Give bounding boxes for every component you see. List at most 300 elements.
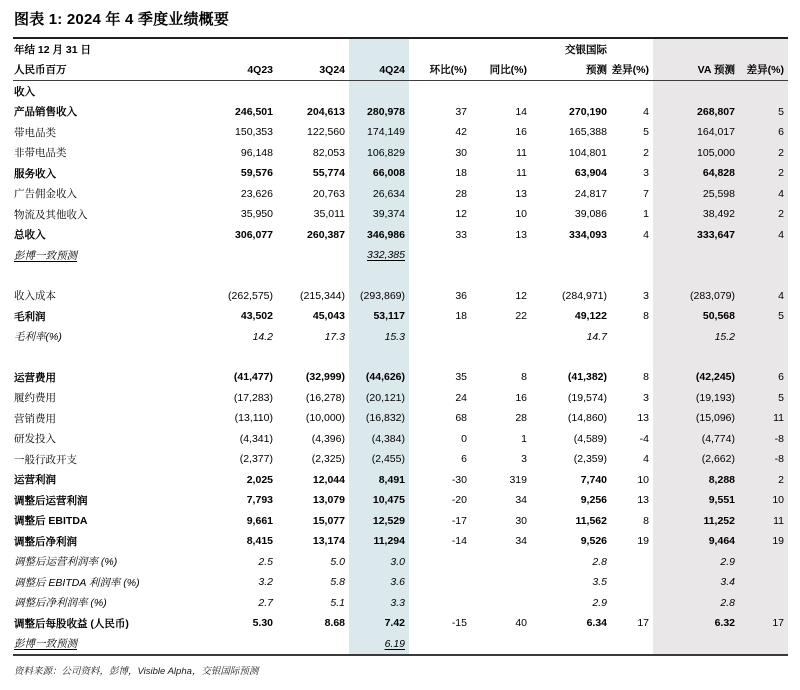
- cell-yoy_pct: 13: [515, 187, 527, 200]
- cell-va_forecast: 8,288: [653, 470, 739, 491]
- cell-diff_pct_va: -8: [739, 449, 788, 470]
- row-label: [13, 347, 199, 367]
- cell-diff_pct_bocom: 5: [643, 126, 649, 139]
- row-label: 毛利润: [14, 310, 46, 323]
- cell-va_forecast: (42,245): [653, 367, 739, 388]
- cell-diff_pct_va: 4: [739, 225, 788, 246]
- cell-va_forecast: 164,017: [653, 122, 739, 143]
- cell-bocom_forecast: 49,122: [574, 310, 607, 323]
- cell-q4_23: 9,661: [246, 514, 273, 527]
- cell-q3_24: [277, 245, 349, 266]
- cell-q4_24: (4,384): [349, 429, 409, 450]
- cell-qoq_pct: [409, 552, 471, 573]
- cell-q4_23: 59,576: [240, 167, 273, 180]
- cell-q4_23: 43,502: [240, 310, 273, 323]
- cell-bocom_forecast: 11,562: [575, 514, 607, 527]
- header-col-va-forecast: VA 预测: [653, 60, 739, 81]
- cell-q4_24: 26,634: [349, 184, 409, 205]
- cell-qoq_pct: 12: [455, 208, 467, 221]
- cell-diff_pct_va: 2: [739, 163, 788, 184]
- table-row: [13, 449, 788, 470]
- table-row: [13, 225, 788, 246]
- cell-qoq_pct: [409, 327, 471, 348]
- cell-yoy_pct: 34: [515, 494, 527, 507]
- cell-q3_24: (2,325): [311, 453, 345, 466]
- row-label: 运营利润: [14, 474, 56, 487]
- cell-diff_pct_bocom: 8: [643, 310, 649, 323]
- cell-qoq_pct: 36: [455, 289, 467, 302]
- cell-va_forecast: 15.2: [653, 327, 739, 348]
- cell-bocom_forecast: [531, 245, 611, 266]
- cell-diff_pct_bocom: [611, 634, 653, 656]
- cell-diff_pct_bocom: [611, 81, 653, 102]
- cell-qoq_pct: 33: [455, 228, 467, 241]
- cell-bocom_forecast: 3.5: [592, 576, 607, 589]
- cell-yoy_pct: 3: [521, 453, 527, 466]
- cell-qoq_pct: [409, 266, 471, 286]
- table-row: [13, 347, 788, 367]
- row-label: 调整后 EBITDA 利润率 (%): [14, 576, 140, 589]
- table-row: [13, 306, 788, 327]
- cell-q3_24: (32,999): [305, 371, 345, 384]
- cell-bocom_forecast: 2.8: [592, 555, 607, 568]
- cell-q3_24: 13,174: [312, 535, 345, 548]
- cell-diff_pct_va: 2: [739, 204, 788, 225]
- header-year-end: 年结 12 月 31 日: [14, 43, 92, 56]
- table-row: [13, 490, 788, 511]
- cell-yoy_pct: [471, 572, 531, 593]
- cell-q4_24: (16,832): [349, 408, 409, 429]
- cell-q4_24: 10,475: [349, 490, 409, 511]
- row-label: 调整后运营利润率 (%): [14, 556, 118, 569]
- cell-yoy_pct: 34: [515, 535, 527, 548]
- cell-q4_23: (17,283): [233, 391, 273, 404]
- cell-diff_pct_va: [739, 81, 788, 102]
- row-label: 带电品类: [14, 126, 56, 139]
- cell-diff_pct_bocom: [611, 347, 653, 367]
- cell-yoy_pct: 28: [515, 412, 527, 425]
- cell-va_forecast: [653, 347, 739, 367]
- cell-yoy_pct: [471, 266, 531, 286]
- cell-qoq_pct: 37: [455, 105, 467, 118]
- cell-q4_23: 5.30: [252, 617, 273, 630]
- cell-q3_24: 13,079: [312, 494, 345, 507]
- table-row: [13, 408, 788, 429]
- cell-qoq_pct: [409, 347, 471, 367]
- header-spacer: [653, 38, 739, 60]
- cell-q4_23: 96,148: [240, 146, 273, 159]
- cell-va_forecast: 64,828: [653, 163, 739, 184]
- cell-diff_pct_va: 6: [739, 122, 788, 143]
- header-spacer: [471, 38, 531, 60]
- cell-diff_pct_bocom: 8: [643, 371, 649, 384]
- row-label: 彭博一致预测: [14, 249, 77, 262]
- cell-va_forecast: 9,551: [653, 490, 739, 511]
- cell-q4_23: 150,353: [235, 126, 273, 139]
- cell-diff_pct_bocom: 4: [643, 228, 649, 241]
- cell-yoy_pct: 16: [515, 391, 527, 404]
- cell-bocom_forecast: (41,382): [567, 371, 607, 384]
- cell-yoy_pct: [471, 552, 531, 573]
- table-row: [13, 245, 788, 266]
- table-row: [13, 204, 788, 225]
- cell-yoy_pct: 30: [515, 514, 527, 527]
- cell-qoq_pct: -15: [451, 617, 467, 630]
- cell-diff_pct_bocom: 17: [637, 617, 649, 630]
- cell-va_forecast: 6.32: [653, 613, 739, 634]
- cell-yoy_pct: 8: [521, 371, 527, 384]
- header-spacer: [611, 38, 653, 60]
- figure-title: 图表 1: 2024 年 4 季度业绩概要: [14, 11, 230, 28]
- cell-q4_24: 346,986: [349, 225, 409, 246]
- cell-q3_24: 5.1: [330, 596, 345, 609]
- cell-q4_23: (13,110): [234, 412, 273, 425]
- header-spacer: [277, 38, 349, 60]
- row-label: 毛利率(%): [14, 331, 62, 344]
- cell-q4_24: 15.3: [349, 327, 409, 348]
- cell-diff_pct_bocom: [611, 593, 653, 614]
- cell-diff_pct_bocom: [611, 266, 653, 286]
- source-note: 资料来源：公司资料，彭博，Visible Alpha，交银国际预测: [14, 666, 259, 677]
- cell-diff_pct_va: [739, 552, 788, 573]
- table-row: [13, 572, 788, 593]
- cell-yoy_pct: 16: [515, 126, 527, 139]
- cell-diff_pct_va: 2: [739, 470, 788, 491]
- cell-qoq_pct: 18: [455, 310, 467, 323]
- cell-diff_pct_va: [739, 327, 788, 348]
- cell-bocom_forecast: 7,740: [580, 473, 607, 486]
- cell-diff_pct_va: [739, 634, 788, 656]
- cell-q4_23: 2.5: [258, 555, 273, 568]
- cell-q4_23: [199, 266, 277, 286]
- table-row: [13, 327, 788, 348]
- row-label: 营销费用: [14, 412, 56, 425]
- cell-qoq_pct: [409, 81, 471, 102]
- cell-qoq_pct: -17: [451, 514, 467, 527]
- table-row: [13, 388, 788, 409]
- cell-va_forecast: (2,662): [653, 449, 739, 470]
- cell-qoq_pct: 68: [455, 412, 467, 425]
- cell-diff_pct_bocom: [611, 572, 653, 593]
- table-row: [13, 102, 788, 123]
- cell-va_forecast: 2.9: [653, 552, 739, 573]
- table-header: [13, 38, 788, 81]
- cell-q4_24: 332,385: [349, 245, 409, 266]
- cell-qoq_pct: [409, 572, 471, 593]
- cell-qoq_pct: -20: [451, 494, 467, 507]
- cell-qoq_pct: -30: [451, 473, 467, 486]
- cell-qoq_pct: 35: [455, 371, 467, 384]
- header-spacer: [199, 38, 277, 60]
- cell-qoq_pct: 28: [455, 187, 467, 200]
- cell-diff_pct_bocom: 4: [643, 453, 649, 466]
- cell-diff_pct_bocom: 3: [643, 167, 649, 180]
- header-row-1: [13, 38, 788, 60]
- cell-bocom_forecast: 270,190: [569, 105, 607, 118]
- cell-q3_24: 5.0: [330, 555, 345, 568]
- cell-q3_24: 45,043: [312, 310, 345, 323]
- cell-diff_pct_va: 4: [739, 184, 788, 205]
- cell-q4_23: (41,477): [233, 371, 273, 384]
- cell-q4_23: (2,377): [239, 453, 273, 466]
- cell-bocom_forecast: (14,860): [567, 412, 607, 425]
- cell-bocom_forecast: 2.9: [592, 596, 607, 609]
- cell-diff_pct_va: 11: [739, 511, 788, 532]
- row-label: 调整后净利润: [14, 535, 77, 548]
- cell-yoy_pct: 10: [515, 208, 527, 221]
- cell-bocom_forecast: [531, 266, 611, 286]
- cell-bocom_forecast: 14.7: [586, 330, 607, 343]
- row-label: 调整后运营利润: [14, 494, 88, 507]
- header-spacer: [349, 38, 409, 60]
- cell-diff_pct_va: [739, 593, 788, 614]
- cell-bocom_forecast: 104,801: [569, 146, 607, 159]
- header-col-bocom-forecast: 预测: [586, 64, 607, 77]
- cell-diff_pct_bocom: 1: [643, 208, 649, 221]
- header-group-bocom: 交银国际: [565, 43, 607, 56]
- cell-bocom_forecast: 9,256: [580, 494, 607, 507]
- cell-bocom_forecast: 6.34: [586, 617, 607, 630]
- cell-q4_23: 35,950: [240, 208, 273, 221]
- cell-diff_pct_va: 2: [739, 143, 788, 164]
- cell-q4_23: 7,793: [246, 494, 273, 507]
- table-row: [13, 634, 788, 656]
- cell-bocom_forecast: (284,971): [562, 289, 607, 302]
- cell-yoy_pct: [471, 347, 531, 367]
- cell-diff_pct_bocom: 8: [643, 514, 649, 527]
- cell-diff_pct_bocom: 13: [637, 494, 649, 507]
- cell-q3_24: 55,774: [312, 167, 345, 180]
- cell-q4_23: 2,025: [246, 473, 273, 486]
- cell-yoy_pct: 22: [515, 310, 527, 323]
- cell-q3_24: (215,344): [300, 289, 345, 302]
- cell-va_forecast: [653, 245, 739, 266]
- cell-q4_23: 23,626: [240, 187, 273, 200]
- cell-q4_24: [349, 81, 409, 102]
- table-row: [13, 184, 788, 205]
- table-row: [13, 163, 788, 184]
- cell-va_forecast: 268,807: [653, 102, 739, 123]
- cell-bocom_forecast: (2,359): [573, 453, 607, 466]
- cell-yoy_pct: 12: [515, 289, 527, 302]
- cell-va_forecast: 333,647: [653, 225, 739, 246]
- cell-bocom_forecast: [531, 81, 611, 102]
- cell-q4_24: 7.42: [349, 613, 409, 634]
- cell-q3_24: (4,396): [311, 432, 345, 445]
- cell-diff_pct_va: [739, 572, 788, 593]
- table-row: [13, 367, 788, 388]
- cell-q3_24: [277, 266, 349, 286]
- cell-q4_24: 66,008: [349, 163, 409, 184]
- cell-bocom_forecast: (19,574): [567, 391, 607, 404]
- cell-qoq_pct: [409, 245, 471, 266]
- cell-q4_23: 3.2: [258, 576, 273, 589]
- cell-q4_24: (20,121): [349, 388, 409, 409]
- cell-diff_pct_bocom: 10: [637, 473, 649, 486]
- cell-va_forecast: (4,774): [653, 429, 739, 450]
- header-row-2: [13, 60, 788, 81]
- cell-diff_pct_va: -8: [739, 429, 788, 450]
- cell-diff_pct_bocom: 13: [637, 412, 649, 425]
- cell-diff_pct_bocom: 19: [637, 535, 649, 548]
- cell-q4_24: 8,491: [349, 470, 409, 491]
- cell-diff_pct_va: 10: [739, 490, 788, 511]
- row-label: 调整后每股收益 (人民币): [14, 617, 129, 630]
- cell-va_forecast: (19,193): [653, 388, 739, 409]
- cell-q4_24: (293,869): [349, 286, 409, 307]
- cell-qoq_pct: [409, 634, 471, 656]
- cell-yoy_pct: 319: [509, 473, 527, 486]
- table-row: [13, 122, 788, 143]
- cell-diff_pct_va: 6: [739, 367, 788, 388]
- row-label: 一般行政开支: [14, 453, 77, 466]
- table-row: [13, 552, 788, 573]
- row-label: 总收入: [14, 229, 46, 242]
- cell-q3_24: 35,011: [313, 208, 345, 221]
- cell-va_forecast: (15,096): [653, 408, 739, 429]
- cell-va_forecast: (283,079): [653, 286, 739, 307]
- cell-diff_pct_va: [739, 245, 788, 266]
- cell-q3_24: (10,000): [305, 412, 345, 425]
- cell-bocom_forecast: 334,093: [569, 228, 607, 241]
- cell-q4_24: (44,626): [349, 367, 409, 388]
- cell-va_forecast: 2.8: [653, 593, 739, 614]
- row-label: 收入成本: [14, 290, 56, 303]
- cell-q4_24: [349, 266, 409, 286]
- cell-q4_24: 3.6: [349, 572, 409, 593]
- cell-va_forecast: [653, 634, 739, 656]
- cell-q4_23: [199, 347, 277, 367]
- cell-bocom_forecast: [531, 347, 611, 367]
- row-label: 收入: [14, 85, 35, 98]
- cell-q3_24: 122,560: [307, 126, 345, 139]
- cell-q4_24: 3.3: [349, 593, 409, 614]
- cell-yoy_pct: 14: [515, 105, 527, 118]
- table-row: [13, 286, 788, 307]
- row-label: 研发投入: [14, 433, 56, 446]
- cell-qoq_pct: [409, 593, 471, 614]
- table-row: [13, 429, 788, 450]
- cell-yoy_pct: [471, 327, 531, 348]
- header-col-diff-bocom: 差异(%): [611, 64, 649, 77]
- cell-qoq_pct: 24: [455, 391, 467, 404]
- cell-yoy_pct: [471, 634, 531, 656]
- cell-q4_24: [349, 347, 409, 367]
- cell-q4_24: 6.19: [349, 634, 409, 656]
- cell-bocom_forecast: 24,817: [574, 187, 607, 200]
- cell-diff_pct_bocom: -4: [639, 432, 649, 445]
- table-row: [13, 593, 788, 614]
- cell-q3_24: 20,763: [312, 187, 345, 200]
- cell-bocom_forecast: 9,526: [580, 535, 607, 548]
- table-row: [13, 613, 788, 634]
- cell-q4_23: 306,077: [235, 228, 273, 241]
- cell-q4_23: (262,575): [228, 289, 273, 302]
- cell-q4_24: 280,978: [349, 102, 409, 123]
- cell-diff_pct_bocom: 3: [643, 391, 649, 404]
- cell-diff_pct_bocom: [611, 245, 653, 266]
- table-row: [13, 266, 788, 286]
- cell-diff_pct_va: 5: [739, 306, 788, 327]
- cell-diff_pct_va: 4: [739, 286, 788, 307]
- cell-q3_24: 15,077: [312, 514, 345, 527]
- cell-q4_23: 8,415: [246, 535, 273, 548]
- table-row: [13, 143, 788, 164]
- cell-q4_24: 3.0: [349, 552, 409, 573]
- cell-bocom_forecast: 63,904: [574, 167, 607, 180]
- row-label: 调整后净利润率 (%): [14, 597, 107, 610]
- cell-diff_pct_va: 5: [739, 102, 788, 123]
- cell-qoq_pct: 18: [455, 167, 467, 180]
- cell-q4_23: 14.2: [252, 330, 273, 343]
- table-body: [13, 81, 788, 656]
- cell-qoq_pct: -14: [451, 535, 467, 548]
- cell-va_forecast: 3.4: [653, 572, 739, 593]
- cell-yoy_pct: 40: [515, 617, 527, 630]
- cell-q3_24: (16,278): [305, 391, 345, 404]
- row-label: 广告佣金收入: [14, 188, 77, 201]
- cell-q4_23: 246,501: [235, 105, 273, 118]
- table-row: [13, 470, 788, 491]
- cell-q4_23: 2.7: [258, 596, 273, 609]
- header-col-yoy: 同比(%): [489, 64, 527, 77]
- cell-qoq_pct: 6: [461, 453, 467, 466]
- row-label: 物流及其他收入: [14, 208, 88, 221]
- cell-q3_24: 82,053: [312, 146, 345, 159]
- header-col-4q24: 4Q24: [349, 60, 409, 81]
- cell-va_forecast: 25,598: [653, 184, 739, 205]
- row-label: 调整后 EBITDA: [14, 515, 88, 528]
- cell-q4_23: (4,341): [239, 432, 273, 445]
- row-label: 非带电品类: [14, 147, 67, 160]
- header-col-diff-va: 差异(%): [739, 60, 788, 81]
- cell-q3_24: 260,387: [307, 228, 345, 241]
- cell-yoy_pct: [471, 593, 531, 614]
- cell-q4_23: [199, 245, 277, 266]
- cell-va_forecast: 50,568: [653, 306, 739, 327]
- cell-q4_24: 174,149: [349, 122, 409, 143]
- cell-yoy_pct: 11: [516, 167, 527, 180]
- cell-diff_pct_bocom: [611, 552, 653, 573]
- cell-va_forecast: 38,492: [653, 204, 739, 225]
- cell-q3_24: 5.8: [330, 576, 345, 589]
- cell-diff_pct_bocom: 2: [643, 146, 649, 159]
- cell-va_forecast: [653, 81, 739, 102]
- header-col-qoq: 环比(%): [429, 64, 467, 77]
- cell-qoq_pct: 42: [455, 126, 467, 139]
- cell-q3_24: [277, 634, 349, 656]
- cell-q4_24: 11,294: [349, 531, 409, 552]
- cell-q3_24: 204,613: [307, 105, 345, 118]
- cell-q4_24: (2,455): [349, 449, 409, 470]
- row-label: 运营费用: [14, 371, 56, 384]
- cell-diff_pct_va: [739, 347, 788, 367]
- cell-q4_24: 12,529: [349, 511, 409, 532]
- header-col-4q23: 4Q23: [247, 63, 273, 76]
- cell-qoq_pct: 30: [455, 146, 467, 159]
- cell-bocom_forecast: [531, 634, 611, 656]
- cell-diff_pct_va: 11: [739, 408, 788, 429]
- header-col-3q24: 3Q24: [319, 63, 345, 76]
- cell-diff_pct_bocom: 4: [643, 105, 649, 118]
- cell-yoy_pct: 1: [521, 432, 527, 445]
- cell-yoy_pct: [471, 245, 531, 266]
- results-table: [13, 37, 788, 656]
- row-label: 履约费用: [14, 392, 56, 405]
- table-row: [13, 511, 788, 532]
- row-label: 服务收入: [14, 167, 56, 180]
- cell-bocom_forecast: 39,086: [574, 208, 607, 221]
